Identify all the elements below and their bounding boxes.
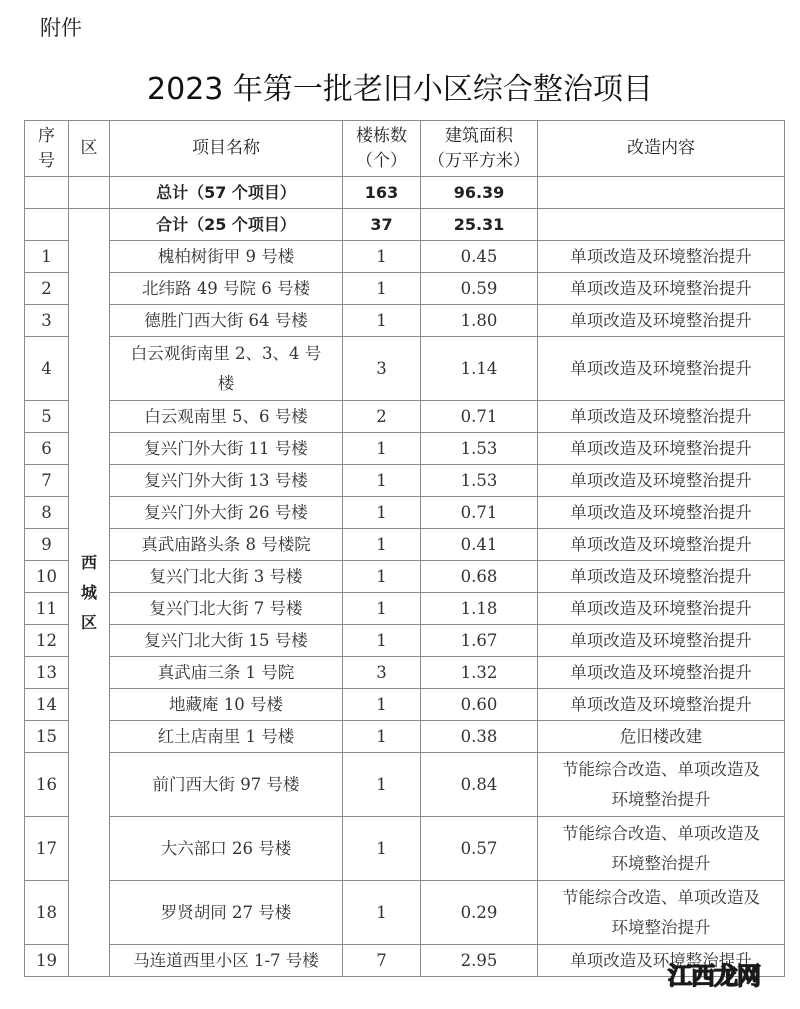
col-header-buildings-line1: 楼栋数: [356, 125, 407, 146]
total-name: 总计（57 个项目）: [110, 177, 343, 209]
row-content: 单项改造及环境整治提升: [538, 305, 785, 337]
table-row: [25, 305, 785, 337]
row-area: 0.45: [421, 241, 538, 273]
row-content: [538, 817, 785, 881]
table-row: [25, 625, 785, 657]
row-area: 0.41: [421, 529, 538, 561]
row-seq: 4: [25, 337, 69, 401]
row-area: 1.32: [421, 657, 538, 689]
row-name: 复兴门外大街 26 号楼: [110, 497, 343, 529]
col-header-seq-line1: 序: [38, 125, 55, 146]
row-buildings: 1: [343, 529, 421, 561]
row-content: 单项改造及环境整治提升: [538, 593, 785, 625]
watermark-part-a: 江西: [668, 962, 714, 990]
row-name: 复兴门北大街 3 号楼: [110, 561, 343, 593]
total-row: [25, 177, 785, 209]
table-row: [25, 657, 785, 689]
row-buildings: 1: [343, 753, 421, 817]
watermark-logo: [668, 962, 760, 990]
table-row: [25, 337, 785, 401]
row-name: 白云观南里 5、6 号楼: [110, 401, 343, 433]
row-seq: 3: [25, 305, 69, 337]
row-buildings: 1: [343, 497, 421, 529]
row-buildings: 3: [343, 657, 421, 689]
row-name: 复兴门北大街 7 号楼: [110, 593, 343, 625]
row-area: 1.67: [421, 625, 538, 657]
row-name: 前门西大街 97 号楼: [110, 753, 343, 817]
row-buildings: 1: [343, 721, 421, 753]
table-row: [25, 561, 785, 593]
row-seq: 19: [25, 945, 69, 977]
table-row: [25, 273, 785, 305]
table-row: [25, 401, 785, 433]
row-content-line1: 节能综合改造、单项改造及: [562, 887, 760, 907]
subtotal-name: 合计（25 个项目）: [110, 209, 343, 241]
row-seq: 11: [25, 593, 69, 625]
table-row: [25, 881, 785, 945]
row-area: 1.14: [421, 337, 538, 401]
row-content: 单项改造及环境整治提升: [538, 433, 785, 465]
row-content: 单项改造及环境整治提升: [538, 561, 785, 593]
subtotal-seq: [25, 209, 69, 241]
col-header-buildings: [343, 121, 421, 177]
row-seq: 6: [25, 433, 69, 465]
col-header-area-line2: （万平方米）: [428, 150, 530, 171]
row-seq: 8: [25, 497, 69, 529]
subtotal-buildings: 37: [343, 209, 421, 241]
row-content: [538, 881, 785, 945]
row-area: 0.84: [421, 753, 538, 817]
district-char: 区: [80, 612, 97, 632]
row-area: 1.18: [421, 593, 538, 625]
table-row: [25, 433, 785, 465]
row-buildings: 2: [343, 401, 421, 433]
row-seq: 9: [25, 529, 69, 561]
row-content: 单项改造及环境整治提升: [538, 529, 785, 561]
district-cell: [69, 209, 110, 977]
row-content-line1: 节能综合改造、单项改造及: [562, 823, 760, 843]
row-area: 0.59: [421, 273, 538, 305]
row-name: 红土店南里 1 号楼: [110, 721, 343, 753]
row-content: 单项改造及环境整治提升: [538, 465, 785, 497]
row-content-line2: 环境整治提升: [611, 853, 711, 873]
row-buildings: 1: [343, 625, 421, 657]
total-area: 96.39: [421, 177, 538, 209]
col-header-buildings-line2: （个）: [356, 150, 407, 171]
row-seq: 1: [25, 241, 69, 273]
row-content: [538, 753, 785, 817]
table-row: [25, 753, 785, 817]
row-area: 2.95: [421, 945, 538, 977]
col-header-area: [421, 121, 538, 177]
row-buildings: 1: [343, 881, 421, 945]
page-title: 2023 年第一批老旧小区综合整治项目: [147, 72, 653, 107]
row-area: 1.80: [421, 305, 538, 337]
row-buildings: 1: [343, 817, 421, 881]
col-header-seq: [25, 121, 69, 177]
row-name: 罗贤胡同 27 号楼: [110, 881, 343, 945]
row-area: 0.71: [421, 497, 538, 529]
row-buildings: 1: [343, 273, 421, 305]
row-buildings: 1: [343, 689, 421, 721]
watermark-part-b: 龙网: [714, 962, 760, 990]
row-name: 真武庙三条 1 号院: [110, 657, 343, 689]
col-header-area-line1: 建筑面积: [445, 125, 513, 146]
row-content: 单项改造及环境整治提升: [538, 401, 785, 433]
row-buildings: 7: [343, 945, 421, 977]
district-char: 西: [80, 552, 97, 572]
row-content: 单项改造及环境整治提升: [538, 497, 785, 529]
table-row: [25, 241, 785, 273]
subtotal-content: [538, 209, 785, 241]
row-area: 0.29: [421, 881, 538, 945]
row-name: 复兴门外大街 13 号楼: [110, 465, 343, 497]
row-name: 北纬路 49 号院 6 号楼: [110, 273, 343, 305]
row-content-line2: 环境整治提升: [611, 917, 711, 937]
total-seq: [25, 177, 69, 209]
row-seq: 13: [25, 657, 69, 689]
row-name-line1: 白云观街南里 2、3、4 号: [130, 343, 322, 363]
total-buildings: 163: [343, 177, 421, 209]
district-char: 城: [80, 582, 97, 602]
row-seq: 7: [25, 465, 69, 497]
row-area: 0.71: [421, 401, 538, 433]
row-seq: 12: [25, 625, 69, 657]
row-content-line1: 节能综合改造、单项改造及: [562, 759, 760, 779]
total-district: [69, 177, 110, 209]
total-content: [538, 177, 785, 209]
row-name: 地藏庵 10 号楼: [110, 689, 343, 721]
table-row: [25, 817, 785, 881]
row-area: 0.60: [421, 689, 538, 721]
row-buildings: 1: [343, 433, 421, 465]
subtotal-row: [25, 209, 785, 241]
row-buildings: 1: [343, 465, 421, 497]
row-content: 单项改造及环境整治提升: [538, 657, 785, 689]
row-buildings: 1: [343, 593, 421, 625]
row-name: 复兴门北大街 15 号楼: [110, 625, 343, 657]
row-area: 1.53: [421, 433, 538, 465]
row-name: 槐柏树街甲 9 号楼: [110, 241, 343, 273]
row-buildings: 1: [343, 561, 421, 593]
row-seq: 2: [25, 273, 69, 305]
table-row: [25, 721, 785, 753]
row-content: 危旧楼改建: [538, 721, 785, 753]
row-name: 德胜门西大街 64 号楼: [110, 305, 343, 337]
subtotal-area: 25.31: [421, 209, 538, 241]
row-name: 马连道西里小区 1-7 号楼: [110, 945, 343, 977]
row-area: 1.53: [421, 465, 538, 497]
row-seq: 16: [25, 753, 69, 817]
row-seq: 18: [25, 881, 69, 945]
row-name: 大六部口 26 号楼: [110, 817, 343, 881]
row-seq: 17: [25, 817, 69, 881]
row-name: 复兴门外大街 11 号楼: [110, 433, 343, 465]
row-name-line2: 楼: [217, 373, 235, 393]
row-content: 单项改造及环境整治提升: [538, 945, 785, 977]
projects-table: [24, 120, 785, 977]
table-row: [25, 465, 785, 497]
table-row: [25, 497, 785, 529]
row-content: 单项改造及环境整治提升: [538, 625, 785, 657]
table-row: [25, 593, 785, 625]
row-buildings: 1: [343, 305, 421, 337]
row-seq: 15: [25, 721, 69, 753]
table-header-row: [25, 121, 785, 177]
row-seq: 10: [25, 561, 69, 593]
row-buildings: 3: [343, 337, 421, 401]
col-header-seq-line2: 号: [38, 150, 55, 171]
row-content: 单项改造及环境整治提升: [538, 273, 785, 305]
row-content: 单项改造及环境整治提升: [538, 241, 785, 273]
row-content: 单项改造及环境整治提升: [538, 337, 785, 401]
row-buildings: 1: [343, 241, 421, 273]
col-header-content: 改造内容: [538, 121, 785, 177]
row-area: 0.68: [421, 561, 538, 593]
row-name: [110, 337, 343, 401]
table-row: [25, 689, 785, 721]
row-area: 0.57: [421, 817, 538, 881]
row-seq: 14: [25, 689, 69, 721]
row-content: 单项改造及环境整治提升: [538, 689, 785, 721]
attachment-label: 附件: [40, 16, 82, 40]
col-header-name: 项目名称: [110, 121, 343, 177]
row-name: 真武庙路头条 8 号楼院: [110, 529, 343, 561]
row-area: 0.38: [421, 721, 538, 753]
col-header-district: 区: [69, 121, 110, 177]
row-seq: 5: [25, 401, 69, 433]
table-row: [25, 529, 785, 561]
row-content-line2: 环境整治提升: [611, 789, 711, 809]
